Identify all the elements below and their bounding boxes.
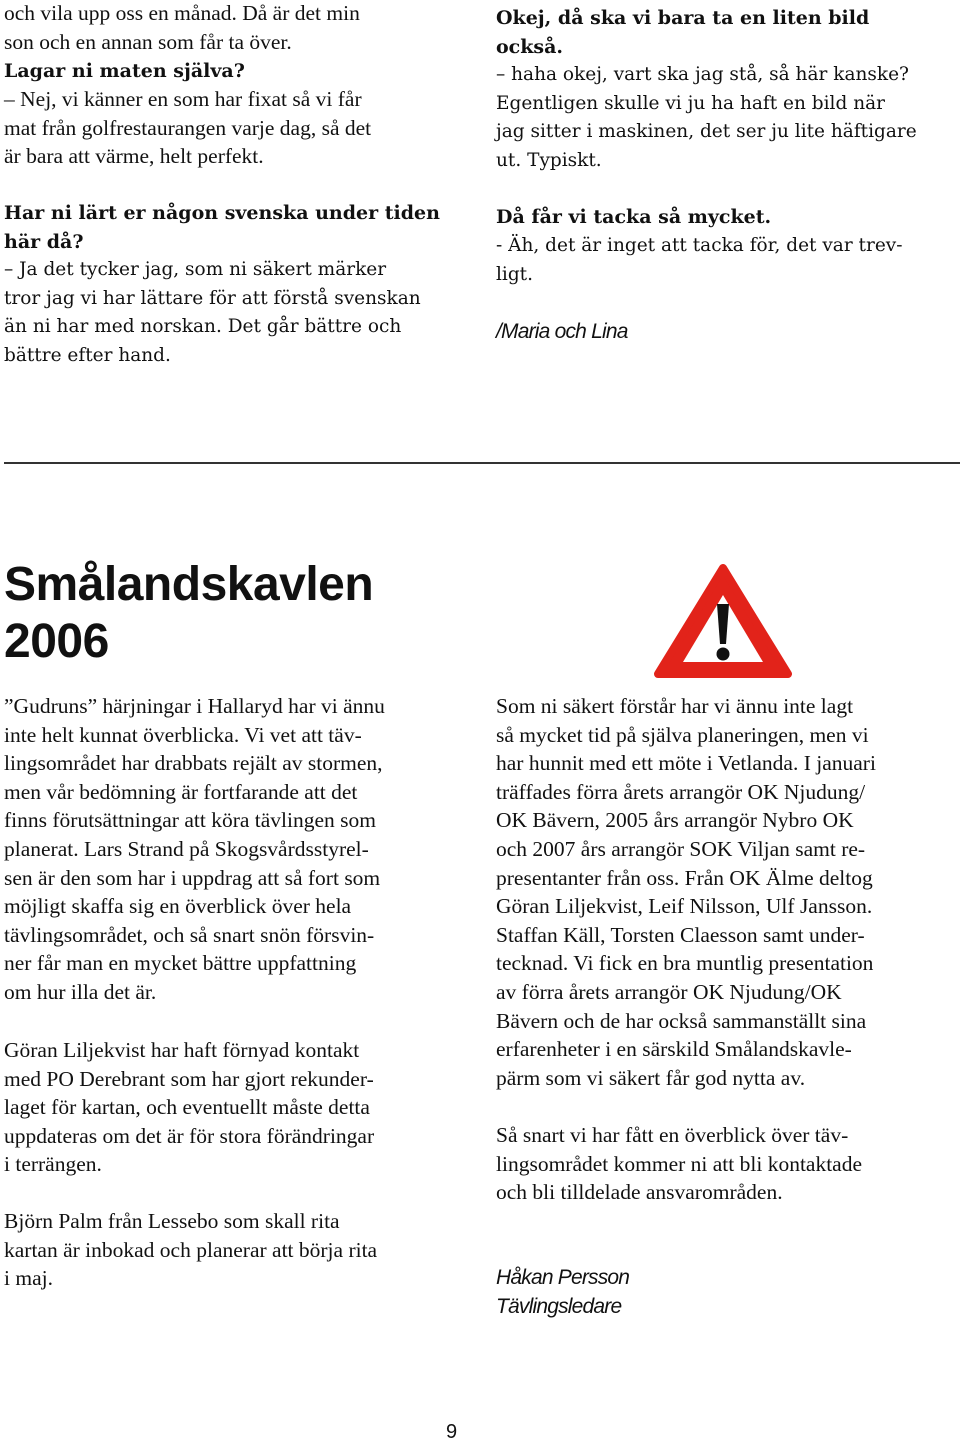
text-line: men vår bedömning är fortfarande att det <box>4 779 358 804</box>
text-line: i terrängen. <box>4 1152 102 1177</box>
interview-signature <box>496 318 628 347</box>
warning-triangle-icon <box>652 562 794 680</box>
text-line: Så snart vi har fått en överblick över täv- <box>496 1123 849 1147</box>
text-line: än ni har med norskan. Det går bättre och <box>4 316 402 338</box>
text-line: Som ni säkert förstår har vi ännu inte lagt <box>496 694 854 718</box>
text-line: tror jag vi har lättare för att förstå svenskan <box>4 287 421 309</box>
article-paragraph <box>4 1036 374 1179</box>
text-line: ”Gudruns” härjningar i Hallaryd har vi ännu <box>4 694 385 718</box>
interview-answer <box>4 256 421 370</box>
signature-role: Tävlingsledare <box>496 1294 622 1318</box>
text-line: är bara att värme, helt perfekt. <box>4 144 264 169</box>
signature-name: Håkan Persson <box>496 1266 630 1289</box>
text-line: lingsområdet har drabbats rejält av stormen, <box>4 751 383 776</box>
text-line: här då? <box>4 230 84 253</box>
text-line: har hunnit med ett möte i Vetlanda. I januari <box>496 751 876 776</box>
text-line: Lagar ni maten själva? <box>4 60 245 82</box>
text-line: Egentligen skulle vi ju ha haft en bild när <box>496 92 885 114</box>
interview-answer <box>496 61 917 175</box>
interview-question <box>4 57 245 86</box>
interview-question <box>4 199 440 256</box>
article-paragraph <box>496 692 876 1092</box>
article-title <box>4 556 373 670</box>
text-line: Då får vi tacka så mycket. <box>496 206 772 228</box>
interview-answer <box>496 232 903 289</box>
text-line: erfarenheter i en särskild Smålandskavle- <box>496 1037 852 1062</box>
text-line: OK Bävern, 2005 års arrangör Nybro OK <box>496 808 854 833</box>
text-line: – Nej, vi känner en som har fixat så vi får <box>4 87 362 111</box>
text-line: träffades förra årets arrangör OK Njudung/ <box>496 779 866 804</box>
text-line: ner får man en mycket bättre uppfattning <box>4 951 357 976</box>
text-line: om hur illa det är. <box>4 979 157 1004</box>
text-line: Göran Liljekvist, Leif Nilsson, Ulf Jansson. <box>496 894 873 919</box>
interview-answer <box>4 85 371 171</box>
article-paragraph <box>496 1121 862 1207</box>
article-paragraph <box>4 692 385 1007</box>
text-line: ut. Typiskt. <box>496 149 602 171</box>
text-line: och bli tilldelade ansvarområden. <box>496 1180 783 1205</box>
text-line: med PO Derebrant som har gjort rekunder- <box>4 1066 374 1091</box>
text-line: ligt. <box>496 263 533 285</box>
text-line: pärm som vi säkert får god nytta av. <box>496 1065 806 1090</box>
interview-question <box>496 203 771 232</box>
text-line: tävlingsområdet, och så snart snön försvin- <box>4 922 375 947</box>
text-line: – Ja det tycker jag, som ni säkert märker <box>4 259 387 280</box>
article-paragraph <box>4 1207 377 1293</box>
text-line: finns förutsättningar att köra tävlingen som <box>4 808 376 833</box>
page-number: 9 <box>446 1421 458 1443</box>
text-line: – haha okej, vart ska jag stå, så här kanske? <box>496 64 909 85</box>
text-line: Göran Liljekvist har haft förnyad kontakt <box>4 1038 360 1062</box>
article-signature <box>496 1264 629 1321</box>
text-line: sen är den som har i uppdrag att så fort som <box>4 865 381 890</box>
text-line: uppdateras om det är för stora förändringar <box>4 1123 375 1148</box>
title-line: 2006 <box>4 615 109 668</box>
text-line: /Maria och Lina <box>496 320 628 343</box>
text-line: planerat. Lars Strand på Skogsvårdsstyrel- <box>4 836 369 861</box>
text-line: tecknad. Vi fick en bra muntlig presentation <box>496 951 874 976</box>
text-line: Okej, då ska vi bara ta en liten bild <box>496 7 870 29</box>
text-line: möjligt skaffa sig en överblick över hela <box>4 894 352 919</box>
text-line: bättre efter hand. <box>4 344 171 366</box>
text-line: inte helt kunnat överblicka. Vi vet att täv- <box>4 722 362 747</box>
text-line: presentanter från oss. Från OK Älme deltog <box>496 865 873 890</box>
text-line: son och en annan som får ta över. <box>4 29 292 54</box>
text-line: Staffan Käll, Torsten Claesson samt under- <box>496 922 865 947</box>
text-line: av förra årets arrangör OK Njudung/OK <box>496 979 842 1004</box>
text-line: Har ni lärt er någon svenska under tiden <box>4 202 440 224</box>
text-line: i maj. <box>4 1266 53 1291</box>
text-line: också. <box>496 35 564 58</box>
title-line: Smålandskavlen <box>4 558 374 611</box>
text-line: - Äh, det är inget att tacka för, det var trev- <box>496 235 903 256</box>
text-line: och vila upp oss en månad. Då är det min <box>4 1 360 25</box>
text-line: så mycket tid på själva planeringen, men vi <box>496 722 869 747</box>
section-divider <box>4 462 960 464</box>
text-line: Bävern och de har också sammanställt sina <box>496 1008 867 1033</box>
text-line: kartan är inbokad och planerar att börja rita <box>4 1237 378 1262</box>
text-line: mat från golfrestaurangen varje dag, så det <box>4 115 372 140</box>
text-line: laget för kartan, och eventuellt måste detta <box>4 1095 370 1120</box>
text-line: Björn Palm från Lessebo som skall rita <box>4 1209 340 1233</box>
text-line: jag sitter i maskinen, det ser ju lite häftigare <box>496 121 917 143</box>
interview-left-p1 <box>4 0 360 56</box>
text-line: lingsområdet kommer ni att bli kontaktade <box>496 1151 863 1176</box>
text-line: och 2007 års arrangör SOK Viljan samt re- <box>496 836 866 861</box>
interview-question <box>496 4 869 61</box>
